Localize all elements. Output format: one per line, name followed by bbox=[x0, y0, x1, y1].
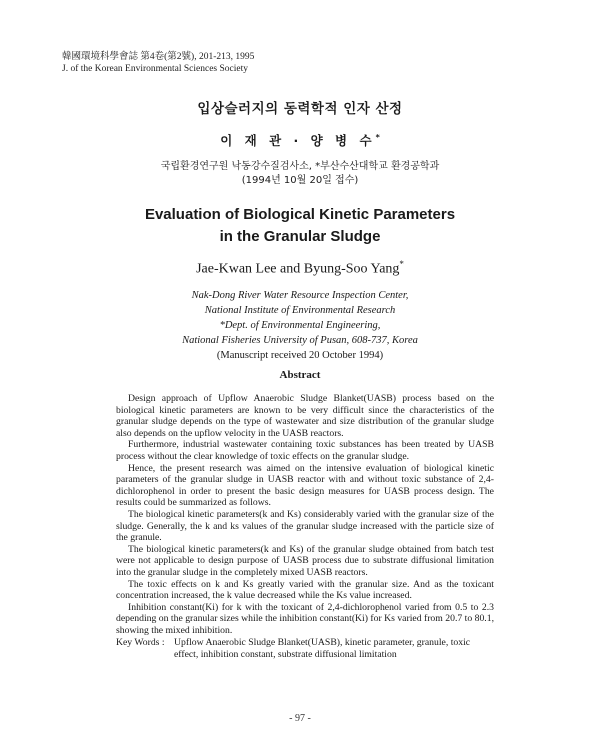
korean-authors-names: 이 재 관 · 양 병 수 bbox=[220, 133, 376, 148]
abstract-paragraph: Design approach of Upflow Anaerobic Sludge Blanket(UASB) process based on the biological kinetic parameters are known to be very difficult since the characteristics of the granular sludge depends on the type of wastewater and size distribution of the granular sludge also depends on the upflow velocity in the UASB reactors. bbox=[116, 393, 494, 439]
abstract-paragraph: Hence, the present research was aimed on the intensive evaluation of biological kinetic parameters of the granular sludge in UASB reactor with and without toxic substance of 2,4-dichlorophenol in order to present the basic design measures for UASB process design. The results could be summarized as follows. bbox=[116, 462, 494, 509]
english-authors-names: Jae-Kwan Lee and Byung-Soo Yang bbox=[196, 261, 400, 277]
abstract-paragraph: The biological kinetic parameters(k and Ks) of the granular sludge obtained from batch test were not applicable to design purpose of UASB process due to substrate diffusional limitation into the granular sludge in the completely mixed UASB reactors. bbox=[116, 543, 494, 578]
korean-received-date: (1994년 10월 20일 접수) bbox=[241, 175, 359, 186]
affiliation-line-3: *Dept. of Environmental Engineering, bbox=[219, 320, 381, 331]
abstract-paragraph: The biological kinetic parameters(k and Ks) considerably varied with the granular size of the sludge. Generally, the k and ks values of the granular sludge increased with the particle size of the granule. bbox=[116, 508, 494, 544]
journal-header bbox=[62, 52, 254, 75]
korean-authors bbox=[0, 131, 600, 149]
english-title bbox=[0, 204, 600, 248]
english-title-line2: in the Granular Sludge bbox=[219, 228, 381, 245]
affiliation-line-4: National Fisheries University of Pusan, 608-737, Korea bbox=[182, 335, 418, 346]
keywords-label: Key Words : bbox=[116, 637, 165, 648]
affiliation-line-1: Nak-Dong River Water Resource Inspection Center, bbox=[191, 290, 409, 301]
korean-affiliation-line: 국립환경연구원 낙동강수질검사소, *부산수산대학교 환경공학과 bbox=[160, 161, 440, 172]
abstract-paragraph: Inhibition constant(Ki) for k with the toxicant of 2,4-dichlorophenol varied from 0.5 to 2.3 depending on the granular sizes while the inhibition constant(Ki) for Ks varied from 20.7 to 80.1, showing the mixed inhibition. bbox=[116, 601, 494, 636]
affiliation-line-2: National Institute of Environmental Research bbox=[204, 305, 396, 316]
keywords bbox=[116, 637, 494, 660]
abstract-paragraph: Furthermore, industrial wastewater containing toxic substances has been treated by UASB process without the clear knowledge of toxic effects on the granular sludge. bbox=[116, 439, 494, 462]
abstract-paragraph: The toxic effects on k and Ks greatly varied with the granular size. And as the toxicant concentration increased, the k value decreased while the Ks value increased. bbox=[116, 578, 494, 602]
abstract-body bbox=[116, 393, 494, 636]
korean-affiliation bbox=[0, 160, 600, 188]
korean-title: 입상슬러지의 동력학적 인자 산정 bbox=[197, 101, 403, 117]
english-authors bbox=[0, 259, 600, 278]
keywords-text: Upflow Anaerobic Sludge Blanket(UASB), kinetic parameter, granule, toxic effect, inhibition constant, substrate diffusional limitation bbox=[174, 637, 471, 660]
english-authors-mark: * bbox=[399, 259, 404, 269]
english-received-date: (Manuscript received 20 October 1994) bbox=[216, 350, 384, 361]
english-affiliation bbox=[0, 288, 600, 363]
journal-name-english: J. of the Korean Environmental Sciences Society bbox=[62, 63, 248, 74]
journal-citation-korean: 韓國環境科學會誌 第4卷(第2號), 201-213, 1995 bbox=[62, 52, 255, 62]
korean-authors-mark: * bbox=[375, 132, 380, 142]
abstract-heading: Abstract bbox=[279, 369, 321, 381]
page-number: - 97 - bbox=[289, 713, 311, 724]
english-title-line1: Evaluation of Biological Kinetic Parameters bbox=[144, 206, 456, 223]
